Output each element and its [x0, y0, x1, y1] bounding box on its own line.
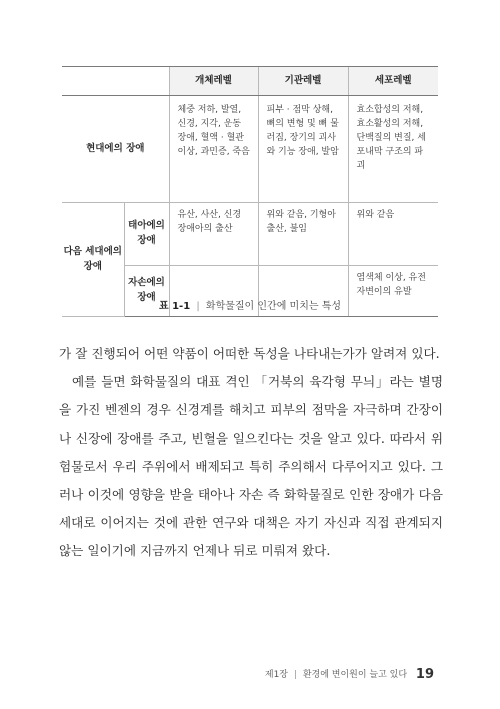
table-caption [0, 297, 500, 312]
footer-chapter: 제1장 [264, 670, 289, 680]
caption-separator: | [196, 301, 200, 312]
table-cell: 위와 같음 [348, 203, 438, 266]
row-label-current-generation: 현대에의 장애 [62, 96, 169, 203]
table-row-current-generation [62, 96, 438, 203]
paragraph: 예를 들면 화학물질의 대표 격인 「거북의 육각형 무늬」라는 별명을 가진 벤젠의 경우 신경계를 해치고 피부의 점막을 자극하며 간장이나 신장에 장애를 주고, 빈혈을 일으킨다는 것을 알고 있다. 따라서 위험물로서 우리 주위에서 배제되고 특히 주의해서 다루어지고 있다. 그러나 이것에 영향을 받을 태아나 자손 즉 화학물질로 인한 장애가 다음 세대로 이어지는 것에 관한 연구와 대책은 자기 자신과 직접 관계되지 않는 일이기에 지금까지 언제나 뒤로 미뤄져 왔다. [59, 374, 443, 559]
page-number: 19 [415, 667, 434, 682]
table-cell: 피부 · 점막 상해, 뼈의 변형 및 뼈 물러짐, 장기의 괴사와 기능 장애, 발암 [258, 96, 348, 203]
header-organism-level: 개체레벨 [169, 67, 258, 96]
row-group-label-next-generation: 다음 세대에의 장애 [62, 203, 124, 317]
table-cell: 염색체 이상, 유전자변이의 유발 [348, 266, 438, 317]
table-corner-cell [62, 67, 169, 96]
footer-chapter-title: 환경에 변이원이 늘고 있다 [302, 670, 408, 680]
table-header-row [62, 67, 438, 96]
header-cell-level: 세포레벨 [348, 67, 438, 96]
table-cell: 효소합성의 저해, 효소활성의 저해, 단백질의 변질, 세포내막 구조의 파괴 [348, 96, 438, 203]
table-cell: 체중 저하, 발열, 신경, 지각, 운동 장애, 혈액 · 혈관 이상, 과민증, 죽음 [169, 96, 258, 203]
table-number: 표 1-1 [158, 301, 191, 312]
table-cell: 유산, 사산, 신경 장애아의 출산 [169, 203, 258, 266]
body-text [59, 340, 443, 566]
table-cell: 위와 같음, 기형아 출산, 불임 [258, 203, 348, 266]
page-footer [265, 667, 434, 682]
header-organ-level: 기관레벨 [258, 67, 348, 96]
footer-separator: | [293, 670, 297, 680]
caption-text: 화학물질이 인간에 미치는 특성 [205, 301, 342, 312]
row-label-offspring: 자손에의 장애 [124, 266, 169, 317]
chemical-effects-table [62, 66, 438, 317]
row-label-fetus: 태아에의 장애 [124, 203, 169, 266]
table-row-fetus [62, 203, 438, 266]
paragraph-continuation: 가 잘 진행되어 어떤 약품이 어떠한 독성을 나타내는가가 알려져 있다. [59, 346, 440, 361]
